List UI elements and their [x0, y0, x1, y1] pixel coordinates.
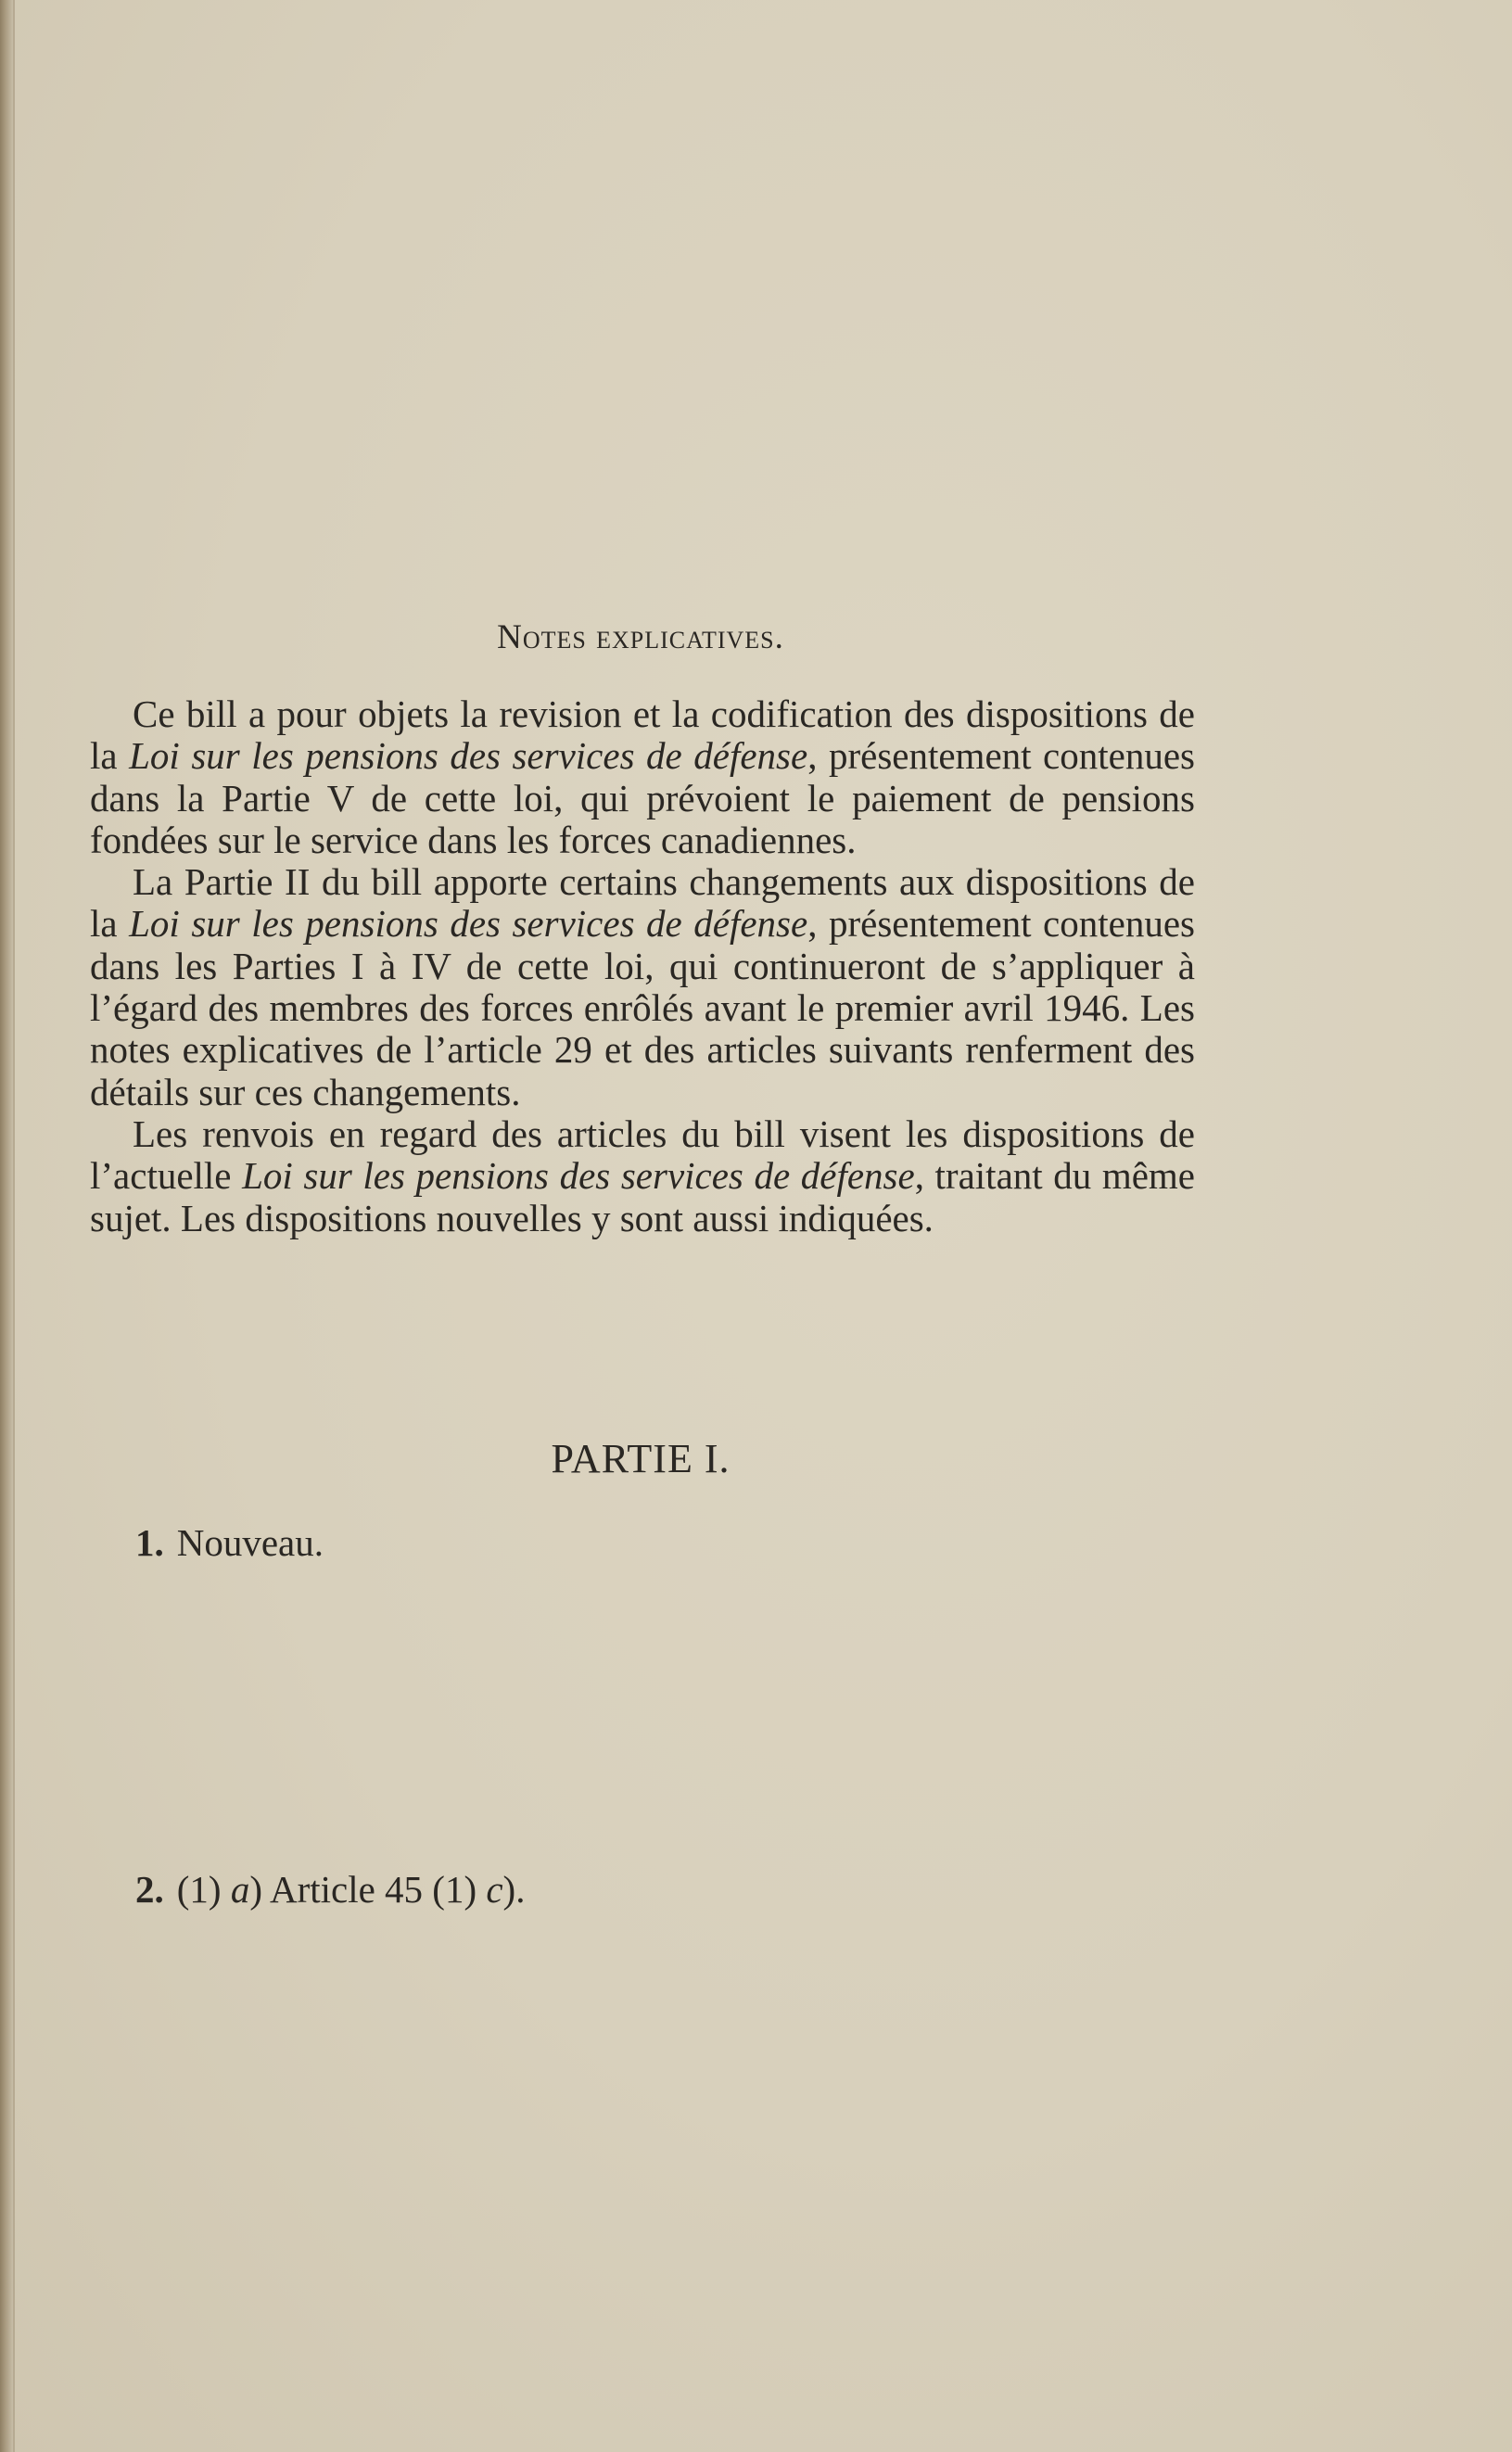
part-title: PARTIE I. — [551, 1436, 731, 1481]
paragraph-1-act-title: Loi sur les pensions des services de défense — [129, 734, 808, 778]
paragraph-3-text-before: Les renvois en regard des articles du bill visent les dispositions de l’actuelle — [90, 1112, 1195, 1198]
paragraph-2-text-after: , présentement contenues dans les Parties I à IV de cette loi, qui continueront de s’appliquer à l’égard des membres des forces enrôlés avant le premier avril 1946. Les notes explicatives de l’article 29 et des articles suivants renferment des détails sur ces changements. — [90, 902, 1195, 1113]
paragraph-1-text-after: , présentement contenues dans la Partie V de cette loi, qui prévoient le paiement de pensions fondées sur le service dans les forces canadiennes. — [90, 734, 1195, 861]
paragraph-2-text-before: La Partie II du bill apporte certains changements aux dispositions de la — [90, 860, 1195, 946]
paragraph-3 — [90, 1113, 1195, 1239]
paragraph-3-act-title: Loi sur les pensions des services de défense — [242, 1154, 915, 1198]
page-heading: Notes explicatives. — [497, 618, 784, 656]
paragraph-3-text-after: , traitant du même sujet. Les dispositions nouvelles y sont aussi indiquées. — [90, 1154, 1195, 1239]
note-ref-letter-2: c — [486, 1868, 503, 1911]
note-ref-letter: a — [230, 1868, 250, 1911]
explanatory-notes-body — [90, 693, 1195, 1239]
paragraph-1-text-before: Ce bill a pour objets la revision et la codification des dispositions de la — [90, 692, 1195, 778]
paragraph-2-act-title: Loi sur les pensions des services de défense — [129, 902, 808, 946]
note-text: Nouveau. — [176, 1521, 324, 1564]
note-ref-open: (1) — [176, 1868, 231, 1911]
binding-edge — [0, 0, 13, 2452]
note-item-2 — [135, 1867, 525, 1912]
note-number: 2. — [135, 1868, 164, 1911]
note-number: 1. — [135, 1521, 164, 1564]
note-ref-close: ). — [502, 1868, 526, 1911]
paragraph-2 — [90, 861, 1195, 1113]
note-item-1 — [135, 1520, 324, 1565]
note-ref-middle: ) Article 45 (1) — [249, 1868, 487, 1911]
binding-line — [13, 0, 15, 2452]
paragraph-1 — [90, 693, 1195, 861]
